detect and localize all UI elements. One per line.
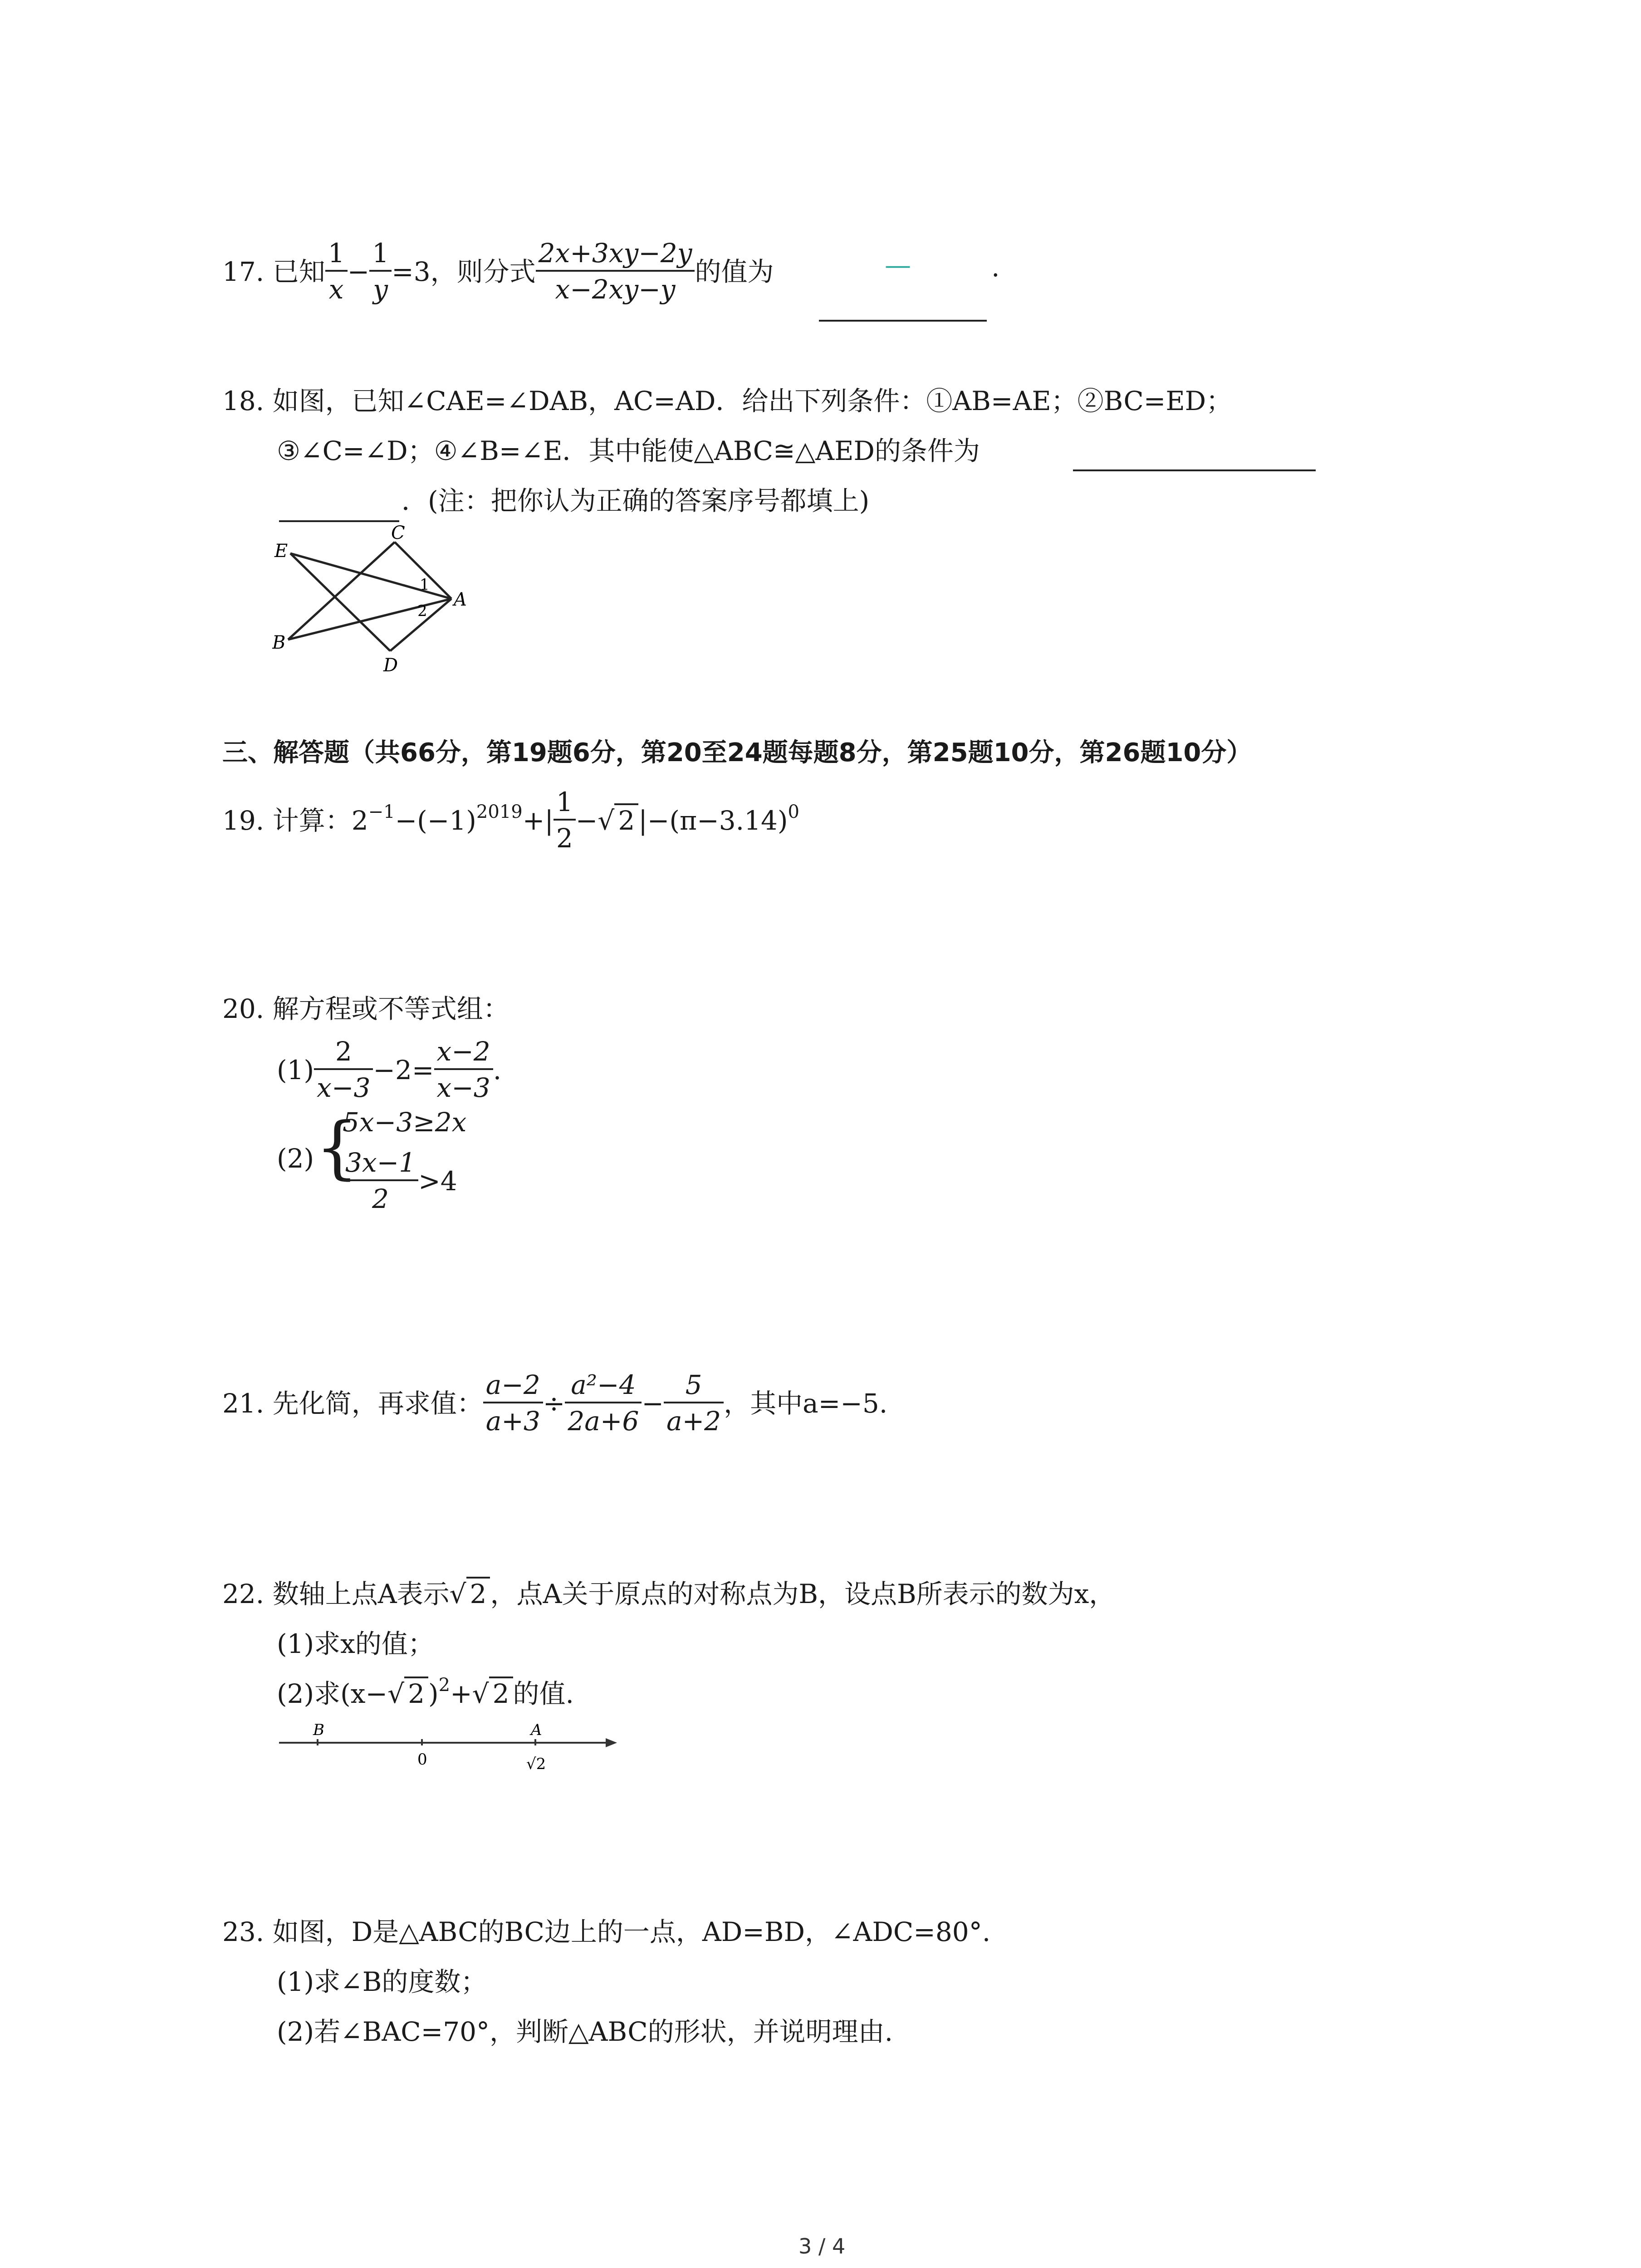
fig-label-c: C: [391, 523, 405, 543]
q17-fraction-3: $\frac{2x+3xy-2y}{x-2xy-y}$: [536, 240, 695, 303]
q20-fraction-b: $\frac{x-2}{x-3}$: [434, 1038, 493, 1101]
q18-line-1: 18. 如图，已知∠CAE=∠DAB，AC=AD．给出下列条件：①AB=AE；②BC=ED；: [222, 386, 1233, 416]
q17-text: 已知: [272, 256, 325, 288]
q17-end: .: [991, 252, 1000, 283]
axis-label-sqrt2: √2: [526, 1755, 546, 1773]
q20-fraction-a: $\frac{2}{x-3}$: [314, 1038, 373, 1101]
fig-angle-1: 1: [420, 576, 430, 594]
fig-label-a: A: [454, 589, 467, 610]
q18-triangles-figure: [272, 522, 499, 676]
question-21: 21. 先化简，再求值： $\frac{a-2}{a+3}$ ÷ $\frac{\text{a²−4}}{2a+6}$ − $\frac{5}{a+2}$ ，其中a=−5.: [222, 1369, 888, 1437]
q19-fraction: $\frac{1}{2}$: [554, 789, 576, 851]
q20-part-2-label: (2): [277, 1143, 314, 1174]
q19-sqrt: √ 2: [598, 807, 638, 834]
axis-label-a: A: [531, 1721, 542, 1739]
q23-part-1: (1)求∠B的度数；: [277, 1966, 487, 1997]
q17-answer-blank[interactable]: [819, 320, 987, 322]
axis-label-b: B: [313, 1721, 324, 1739]
q18-answer-blank-1[interactable]: [1073, 469, 1316, 471]
fig-angle-2: 2: [417, 602, 427, 620]
q23-part-2: (2)若∠BAC=70°，判断△ABC的形状，并说明理由.: [277, 2016, 893, 2047]
q20-system-line-1: 5x−3≥2x: [343, 1107, 467, 1138]
q22-part-1: (1)求x的值；: [277, 1628, 434, 1659]
question-23: 23. 如图，D是△ABC的BC边上的一点，AD=BD，∠ADC=80°.: [222, 1916, 991, 1947]
q17-answer-dash: —: [885, 249, 911, 280]
q18-line-2: ③∠C=∠D；④∠B=∠E．其中能使△ABC≅△AED的条件为: [277, 435, 980, 466]
q17-number: 17.: [222, 256, 265, 288]
page-number: 3 / 4: [798, 2234, 846, 2258]
fig-label-e: E: [274, 541, 288, 562]
question-20-part-1: (1) $\frac{2}{x-3}$ −2= $\frac{x-2}{x-3}$ .: [277, 1036, 502, 1103]
q17-fraction-1: $\frac{1}{x}$: [325, 240, 348, 303]
q20-system-brace: {: [315, 1108, 359, 1187]
fig-label-b: B: [272, 632, 286, 653]
section-3-title: 三、解答题（共66分，第19题6分，第20至24题每题8分，第25题10分，第26题10分）: [222, 738, 1252, 767]
question-19: 19. 计算：$2^{-1}-(-1)^{2019}+|$ $\frac{1}{2}$ −√ 2 $|-(\pi-3.14)^0$: [222, 787, 799, 854]
q22-part-2: (2)求(x−√ 2 )$^2$+√ 2 的值.: [277, 1675, 574, 1709]
q20-system-line-2: $\frac{3x-1}{2}$ >4: [343, 1152, 457, 1215]
fig-label-d: D: [383, 655, 398, 676]
axis-label-zero: 0: [417, 1750, 427, 1769]
question-17: 17. 已知 $\frac{1}{x}$ − $\frac{1}{y}$ =3，则分式 $\frac{2x+3xy-2y}{x-2xy-y}$ 的值为: [222, 238, 774, 305]
q18-line-3: ．(注：把你认为正确的答案序号都填上): [402, 485, 870, 516]
q17-fraction-2: $\frac{1}{y}$: [369, 240, 392, 303]
q22-number-line: [272, 1719, 626, 1778]
question-22: 22. 数轴上点A表示√ 2 ，点A关于原点的对称点为B，设点B所表示的数为x，: [222, 1581, 1115, 1607]
question-20-title: 20. 解方程或不等式组：: [222, 993, 509, 1024]
